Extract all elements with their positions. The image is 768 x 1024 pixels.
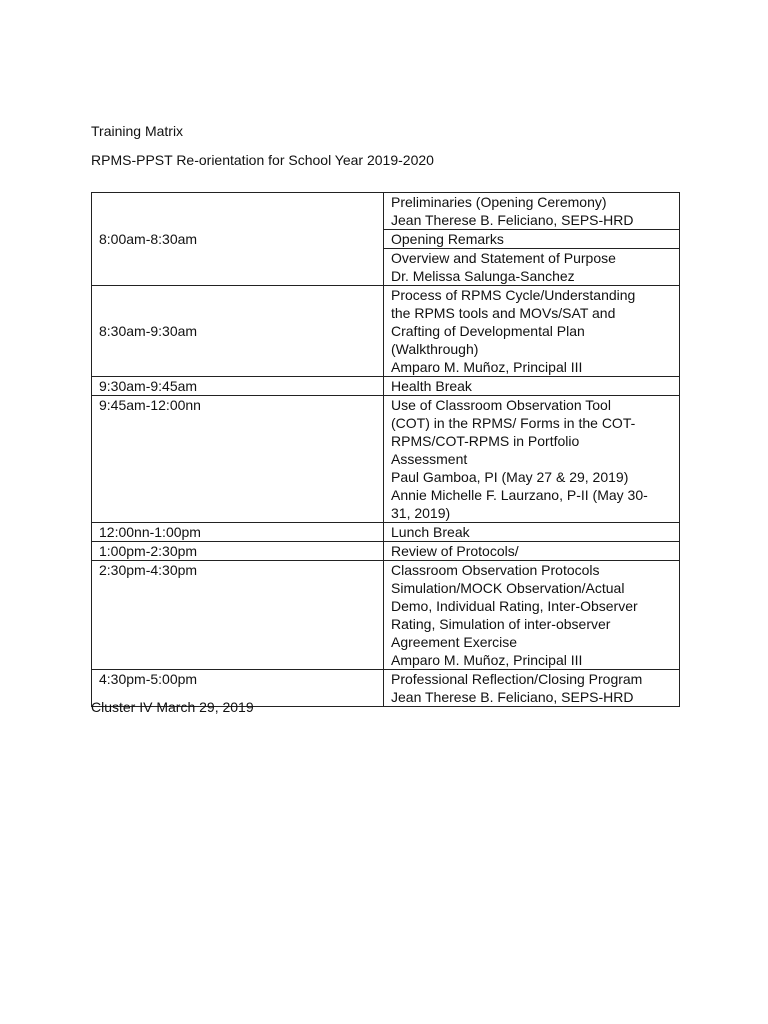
activity-line: Simulation/MOCK Observation/Actual — [391, 580, 625, 596]
training-matrix-table — [91, 192, 680, 707]
time-cell: 2:30pm-4:30pm — [92, 561, 384, 670]
activity-line: Process of RPMS Cycle/Understanding — [391, 287, 636, 303]
activity-cell — [384, 377, 680, 396]
activity-line: (Walkthrough) — [391, 341, 479, 357]
activity-cell — [384, 193, 680, 230]
activity-line: Rating, Simulation of inter-observer — [391, 616, 611, 632]
time-cell: 9:45am-12:00nn — [92, 396, 384, 523]
document-subtitle: RPMS-PPST Re-orientation for School Year 2019-2020 — [91, 152, 434, 168]
activity-line: the RPMS tools and MOVs/SAT and — [391, 305, 616, 321]
table-row — [92, 286, 680, 377]
activity-line: RPMS/COT-RPMS in Portfolio — [391, 433, 580, 449]
activity-line: Professional Reflection/Closing Program — [391, 671, 643, 687]
time-cell: 4:30pm-5:00pm — [92, 670, 384, 707]
activity-cell — [384, 670, 680, 707]
table-row — [92, 561, 680, 670]
time-cell: 1:00pm-2:30pm — [92, 542, 384, 561]
activity-cell — [384, 542, 680, 561]
activity-line: Opening Remarks — [391, 231, 504, 247]
table-row — [92, 523, 680, 542]
activity-cell — [384, 230, 680, 249]
time-cell: 8:00am-8:30am — [92, 193, 384, 286]
activity-line: Annie Michelle F. Laurzano, P-II (May 30- — [391, 487, 648, 503]
activity-line: Health Break — [391, 378, 472, 394]
activity-line: Use of Classroom Observation Tool — [391, 397, 611, 413]
time-cell: 8:30am-9:30am — [92, 286, 384, 377]
activity-cell — [384, 286, 680, 377]
time-cell: 9:30am-9:45am — [92, 377, 384, 396]
activity-line: 31, 2019) — [391, 505, 451, 521]
activity-line: Assessment — [391, 451, 468, 467]
activity-line: Review of Protocols/ — [391, 543, 519, 559]
activity-line: Overview and Statement of Purpose — [391, 250, 616, 266]
activity-cell — [384, 249, 680, 286]
activity-line: Demo, Individual Rating, Inter-Observer — [391, 598, 638, 614]
activity-line: Lunch Break — [391, 524, 470, 540]
table-row — [92, 542, 680, 561]
activity-line: Jean Therese B. Feliciano, SEPS-HRD — [391, 212, 634, 228]
activity-line: Amparo M. Muñoz, Principal III — [391, 359, 583, 375]
table-row — [92, 396, 680, 523]
activity-cell — [384, 396, 680, 523]
footer-note: Cluster IV March 29, 2019 — [91, 699, 254, 715]
time-cell: 12:00nn-1:00pm — [92, 523, 384, 542]
document-title: Training Matrix — [91, 123, 184, 139]
activity-cell — [384, 523, 680, 542]
activity-line: Agreement Exercise — [391, 634, 518, 650]
activity-line: Crafting of Developmental Plan — [391, 323, 585, 339]
activity-line: Classroom Observation Protocols — [391, 562, 600, 578]
activity-line: Dr. Melissa Salunga-Sanchez — [391, 268, 575, 284]
activity-line: Amparo M. Muñoz, Principal III — [391, 652, 583, 668]
activity-cell — [384, 561, 680, 670]
activity-line: Paul Gamboa, PI (May 27 & 29, 2019) — [391, 469, 629, 485]
activity-line: (COT) in the RPMS/ Forms in the COT- — [391, 415, 636, 431]
table-row — [92, 193, 680, 230]
activity-line: Jean Therese B. Feliciano, SEPS-HRD — [391, 689, 634, 705]
table-row — [92, 377, 680, 396]
activity-line: Preliminaries (Opening Ceremony) — [391, 194, 607, 210]
